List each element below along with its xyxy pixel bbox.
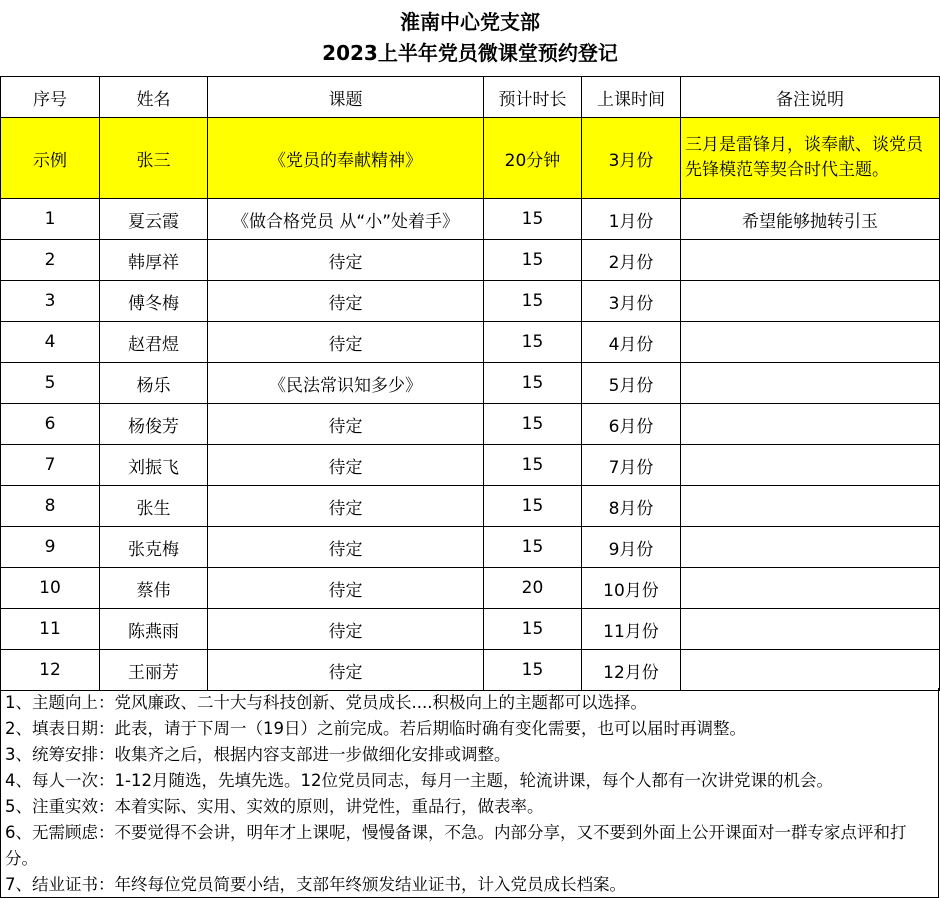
- table-row: [1, 404, 940, 445]
- cell-name: 张生: [100, 486, 208, 527]
- cell-topic: 《做合格党员 从“小”处着手》: [208, 199, 484, 240]
- cell-name: 蔡伟: [100, 568, 208, 609]
- note-line: 1、主题向上：党风廉政、二十大与科技创新、党员成长....积极向上的主题都可以选择。: [5, 693, 647, 712]
- cell-topic: 待定: [208, 609, 484, 650]
- cell-topic: 待定: [208, 486, 484, 527]
- cell-no: 10: [1, 568, 100, 609]
- cell-duration: 20: [484, 568, 582, 609]
- cell-topic: 待定: [208, 240, 484, 281]
- cell-duration: 15: [484, 240, 582, 281]
- cell-no: 11: [1, 609, 100, 650]
- cell-duration: 15: [484, 609, 582, 650]
- cell-note: [681, 363, 940, 404]
- cell-topic: 待定: [208, 527, 484, 568]
- example-row: [1, 118, 940, 199]
- cell-topic: 《民法常识知多少》: [208, 363, 484, 404]
- cell-topic: 待定: [208, 322, 484, 363]
- cell-time: 4月份: [582, 322, 681, 363]
- table-row: [1, 486, 940, 527]
- cell-no: 3: [1, 281, 100, 322]
- cell-duration: 15: [484, 527, 582, 568]
- note-line: 2、填表日期：此表，请于下周一（19日）之前完成。若后期临时确有变化需要，也可以届时再调整。: [5, 719, 746, 738]
- cell-name: 夏云霞: [100, 199, 208, 240]
- cell-time: 3月份: [582, 281, 681, 322]
- cell-name: 陈燕雨: [100, 609, 208, 650]
- note-line: 6、无需顾虑：不要觉得不会讲，明年才上课呢，慢慢备课，不急。内部分享，又不要到外面上公开课面对一群专家点评和打分。: [5, 823, 907, 868]
- table-row: [1, 527, 940, 568]
- cell-name: 张克梅: [100, 527, 208, 568]
- cell-name: 杨乐: [100, 363, 208, 404]
- cell-no: 9: [1, 527, 100, 568]
- table-row: [1, 568, 940, 609]
- example-time: 3月份: [582, 118, 681, 199]
- cell-duration: 15: [484, 650, 582, 691]
- cell-note: [681, 445, 940, 486]
- cell-duration: 15: [484, 363, 582, 404]
- cell-note: [681, 281, 940, 322]
- header-duration: 预计时长: [484, 77, 582, 118]
- cell-topic: 待定: [208, 404, 484, 445]
- cell-time: 1月份: [582, 199, 681, 240]
- cell-note: [681, 568, 940, 609]
- cell-time: 7月份: [582, 445, 681, 486]
- cell-time: 12月份: [582, 650, 681, 691]
- notes-section: [0, 688, 939, 898]
- cell-name: 韩厚祥: [100, 240, 208, 281]
- cell-note: [681, 609, 940, 650]
- cell-name: 王丽芳: [100, 650, 208, 691]
- note-line: 5、注重实效：本着实际、实用、实效的原则，讲党性，重品行，做表率。: [5, 797, 544, 816]
- cell-time: 11月份: [582, 609, 681, 650]
- cell-note: [681, 404, 940, 445]
- cell-no: 8: [1, 486, 100, 527]
- cell-topic: 待定: [208, 445, 484, 486]
- example-topic: 《党员的奉献精神》: [208, 118, 484, 199]
- table-row: [1, 650, 940, 691]
- cell-duration: 15: [484, 404, 582, 445]
- cell-duration: 15: [484, 445, 582, 486]
- note-line: 3、统筹安排：收集齐之后，根据内容支部进一步做细化安排或调整。: [5, 745, 511, 764]
- table-row: [1, 609, 940, 650]
- header-time: 上课时间: [582, 77, 681, 118]
- cell-time: 6月份: [582, 404, 681, 445]
- cell-time: 2月份: [582, 240, 681, 281]
- cell-duration: 15: [484, 281, 582, 322]
- cell-topic: 待定: [208, 650, 484, 691]
- table-row: [1, 240, 940, 281]
- table-row: [1, 445, 940, 486]
- cell-name: 杨俊芳: [100, 404, 208, 445]
- cell-time: 5月份: [582, 363, 681, 404]
- cell-name: 赵君煜: [100, 322, 208, 363]
- header-row: [1, 77, 940, 118]
- title-line-1: 淮南中心党支部: [400, 10, 540, 34]
- sheet-title: [0, 0, 940, 76]
- cell-duration: 15: [484, 322, 582, 363]
- table-row: [1, 322, 940, 363]
- cell-no: 4: [1, 322, 100, 363]
- header-note: 备注说明: [681, 77, 940, 118]
- cell-no: 12: [1, 650, 100, 691]
- cell-duration: 15: [484, 486, 582, 527]
- cell-note: [681, 240, 940, 281]
- cell-no: 1: [1, 199, 100, 240]
- example-duration: 20分钟: [484, 118, 582, 199]
- cell-note: 希望能够抛转引玉: [681, 199, 940, 240]
- cell-no: 5: [1, 363, 100, 404]
- example-no: 示例: [1, 118, 100, 199]
- cell-topic: 待定: [208, 281, 484, 322]
- title-line-2: 2023上半年党员微课堂预约登记: [322, 41, 618, 65]
- table-row: [1, 281, 940, 322]
- cell-note: [681, 527, 940, 568]
- example-name: 张三: [100, 118, 208, 199]
- table-row: [1, 199, 940, 240]
- cell-no: 6: [1, 404, 100, 445]
- cell-name: 傅冬梅: [100, 281, 208, 322]
- cell-time: 10月份: [582, 568, 681, 609]
- cell-duration: 15: [484, 199, 582, 240]
- table-row: [1, 363, 940, 404]
- cell-time: 8月份: [582, 486, 681, 527]
- cell-no: 7: [1, 445, 100, 486]
- cell-note: [681, 322, 940, 363]
- note-line: 4、每人一次：1-12月随选，先填先选。12位党员同志，每月一主题，轮流讲课，每个人都有一次讲党课的机会。: [5, 771, 833, 790]
- header-no: 序号: [1, 77, 100, 118]
- example-note: 三月是雷锋月，谈奉献、谈党员先锋模范等契合时代主题。: [681, 118, 940, 199]
- note-line: 7、结业证书：年终每位党员简要小结，支部年终颁发结业证书，计入党员成长档案。: [5, 875, 626, 894]
- cell-name: 刘振飞: [100, 445, 208, 486]
- cell-topic: 待定: [208, 568, 484, 609]
- header-topic: 课题: [208, 77, 484, 118]
- cell-note: [681, 650, 940, 691]
- cell-time: 9月份: [582, 527, 681, 568]
- cell-note: [681, 486, 940, 527]
- registration-table: [0, 76, 940, 691]
- header-name: 姓名: [100, 77, 208, 118]
- cell-no: 2: [1, 240, 100, 281]
